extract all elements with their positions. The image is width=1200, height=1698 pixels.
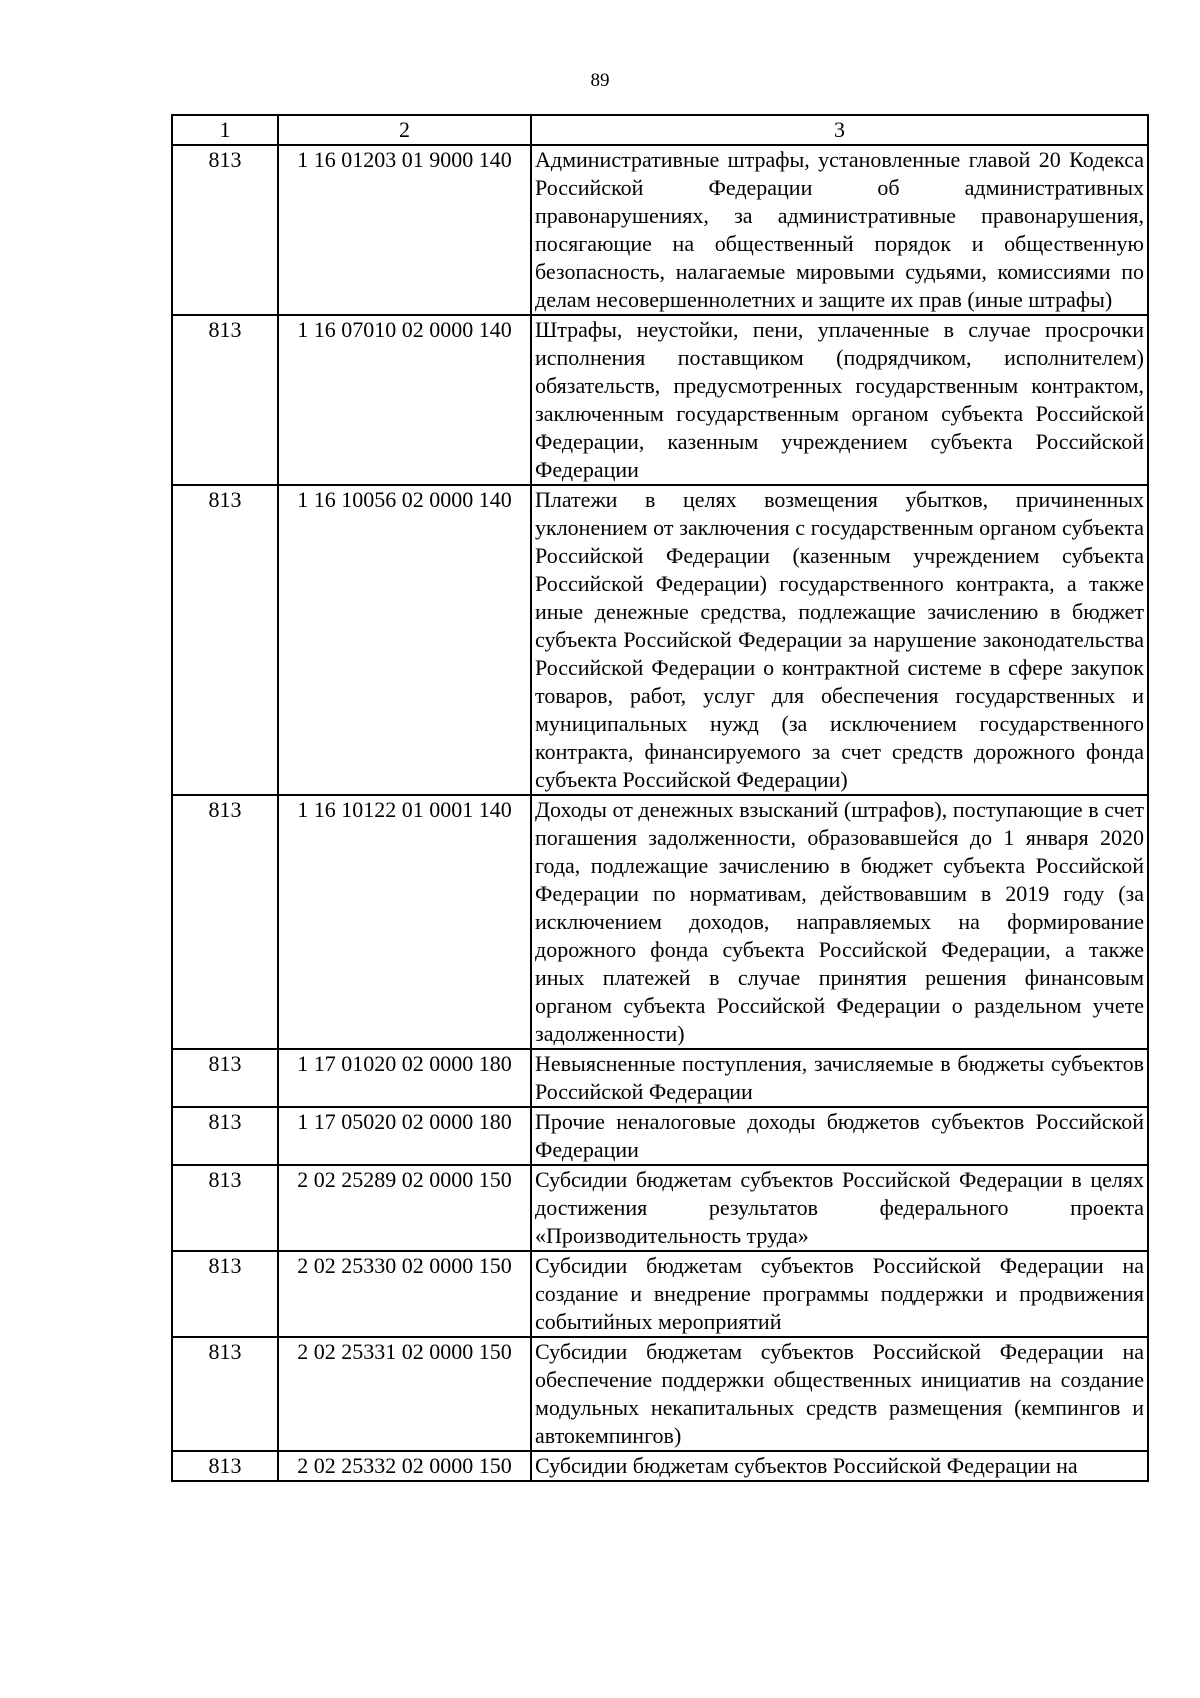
column-number-3: 3 <box>531 115 1148 145</box>
budget-code-cell: 2 02 25289 02 0000 150 <box>278 1165 531 1251</box>
table-row <box>172 1107 1148 1165</box>
table-header-row <box>172 115 1148 145</box>
budget-code-cell: 1 16 10122 01 0001 140 <box>278 795 531 1049</box>
budget-code-cell: 1 16 10056 02 0000 140 <box>278 485 531 795</box>
column-number-1: 1 <box>172 115 278 145</box>
description-cell: Субсидии бюджетам субъектов Российской Федерации на обеспечение поддержки общественных инициатив на создание модульных некапитальных средств размещения (кемпингов и автокемпингов) <box>531 1337 1148 1451</box>
column-number-2: 2 <box>278 115 531 145</box>
admin-code-cell: 813 <box>172 1337 278 1451</box>
description-cell: Субсидии бюджетам субъектов Российской Федерации на <box>531 1451 1148 1481</box>
table-row <box>172 1251 1148 1337</box>
budget-code-cell: 2 02 25331 02 0000 150 <box>278 1337 531 1451</box>
admin-code-cell: 813 <box>172 1049 278 1107</box>
admin-code-cell: 813 <box>172 1165 278 1251</box>
admin-code-cell: 813 <box>172 795 278 1049</box>
table-row <box>172 1165 1148 1251</box>
budget-code-cell: 2 02 25330 02 0000 150 <box>278 1251 531 1337</box>
table-row <box>172 315 1148 485</box>
table-row <box>172 795 1148 1049</box>
description-cell: Субсидии бюджетам субъектов Российской Федерации на создание и внедрение программы поддержки и продвижения событийных мероприятий <box>531 1251 1148 1337</box>
description-cell: Доходы от денежных взысканий (штрафов), поступающие в счет погашения задолженности, образовавшейся до 1 января 2020 года, подлежащие зачислению в бюджет субъекта Российской Федерации по нормативам, действовавшим в 2019 году (за исключением доходов, направляемых на формирование дорожного фонда субъекта Российской Федерации, а также иных платежей в случае принятия решения финансовым органом субъекта Российской Федерации о раздельном учете задолженности) <box>531 795 1148 1049</box>
description-cell: Штрафы, неустойки, пени, уплаченные в случае просрочки исполнения поставщиком (подрядчиком, исполнителем) обязательств, предусмотренных государственным контрактом, заключенным государственным органом субъекта Российской Федерации, казенным учреждением субъекта Российской Федерации <box>531 315 1148 485</box>
admin-code-cell: 813 <box>172 1107 278 1165</box>
budget-classification-table <box>171 114 1149 1482</box>
admin-code-cell: 813 <box>172 1451 278 1481</box>
description-cell: Платежи в целях возмещения убытков, причиненных уклонением от заключения с государственным органом субъекта Российской Федерации (казенным учреждением субъекта Российской Федерации) государственного контракта, а также иные денежные средства, подлежащие зачислению в бюджет субъекта Российской Федерации за нарушение законодательства Российской Федерации о контрактной системе в сфере закупок товаров, работ, услуг для обеспечения государственных и муниципальных нужд (за исключением государственного контракта, финансируемого за счет средств дорожного фонда субъекта Российской Федерации) <box>531 485 1148 795</box>
admin-code-cell: 813 <box>172 315 278 485</box>
description-cell: Невыясненные поступления, зачисляемые в бюджеты субъектов Российской Федерации <box>531 1049 1148 1107</box>
table-row <box>172 145 1148 315</box>
budget-code-cell: 1 16 01203 01 9000 140 <box>278 145 531 315</box>
admin-code-cell: 813 <box>172 145 278 315</box>
table-row <box>172 1337 1148 1451</box>
table-row <box>172 1049 1148 1107</box>
budget-code-cell: 1 16 07010 02 0000 140 <box>278 315 531 485</box>
budget-code-cell: 1 17 01020 02 0000 180 <box>278 1049 531 1107</box>
budget-code-cell: 1 17 05020 02 0000 180 <box>278 1107 531 1165</box>
table-row <box>172 1451 1148 1481</box>
description-cell: Административные штрафы, установленные главой 20 Кодекса Российской Федерации об административных правонарушениях, за административные правонарушения, посягающие на общественный порядок и общественную безопасность, налагаемые мировыми судьями, комиссиями по делам несовершеннолетних и защите их прав (иные штрафы) <box>531 145 1148 315</box>
description-cell: Субсидии бюджетам субъектов Российской Федерации в целях достижения результатов федерального проекта «Производительность труда» <box>531 1165 1148 1251</box>
page-number: 89 <box>590 70 610 91</box>
admin-code-cell: 813 <box>172 1251 278 1337</box>
table-row <box>172 485 1148 795</box>
description-cell: Прочие неналоговые доходы бюджетов субъектов Российской Федерации <box>531 1107 1148 1165</box>
admin-code-cell: 813 <box>172 485 278 795</box>
budget-code-cell: 2 02 25332 02 0000 150 <box>278 1451 531 1481</box>
